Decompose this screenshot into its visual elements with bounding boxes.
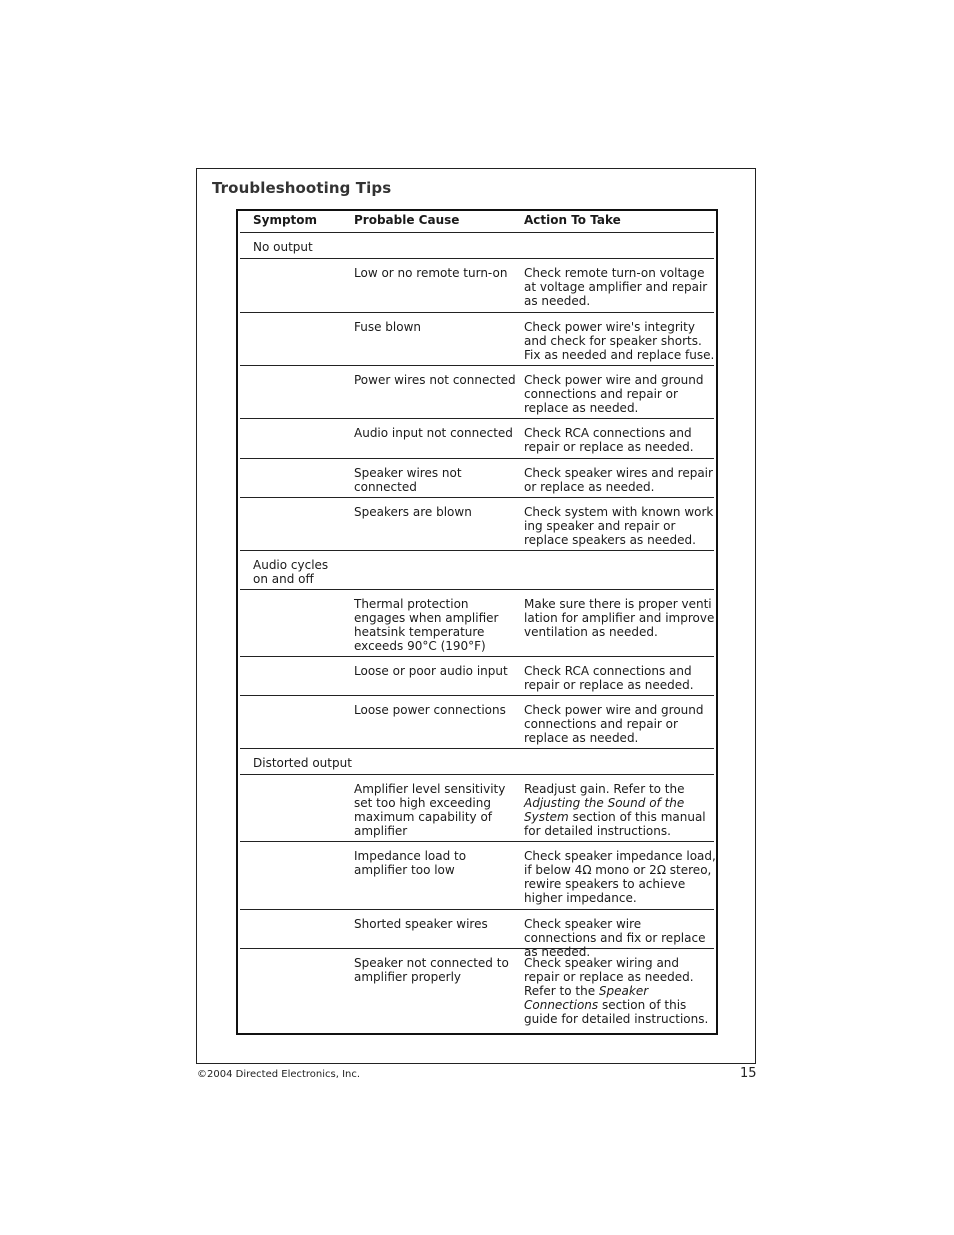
table-row [240, 657, 714, 696]
troubleshooting-table [236, 209, 718, 1035]
action-cell: Check RCA connections and repair or replace as needed. [524, 426, 694, 454]
page-number: 15 [740, 1066, 757, 1081]
cause-cell: Speakers are blown [354, 505, 472, 519]
cause-cell: Thermal protection engages when amplifier heatsink temperature exceeds 90°C (190°F) [354, 597, 499, 653]
manual-section-reference: Speaker Connections [524, 984, 649, 1012]
action-cell: Check remote turn-on voltage at voltage amplifier and repair as needed. [524, 266, 708, 308]
cause-cell: Audio input not connected [354, 426, 513, 440]
action-cell: Check RCA connections and repair or replace as needed. [524, 664, 694, 692]
cause-cell: Fuse blown [354, 320, 422, 334]
action-cell: Check system with known work ing speaker and repair or replace speakers as needed. [524, 505, 714, 547]
table-row [240, 366, 714, 419]
header-action: Action To Take [524, 213, 621, 227]
table-row [240, 842, 714, 910]
table-row [240, 910, 714, 959]
header-symptom: Symptom [253, 213, 318, 227]
cause-cell: Speaker wires not connected [354, 466, 462, 494]
symptom-cell: Audio cycles on and off [253, 558, 329, 586]
manual-section-reference: Adjusting the Sound of the System [524, 796, 685, 824]
action-text: Readjust gain. Refer to the [524, 782, 685, 796]
table-row [240, 749, 714, 775]
action-text: Check speaker wiring and repair or replace as needed. Refer to the [524, 956, 694, 998]
table-row [240, 590, 714, 657]
symptom-cell: No output [253, 240, 313, 254]
action-cell [524, 956, 716, 1026]
copyright-footer: ©2004 Directed Electronics, Inc. [197, 1069, 361, 1080]
table-header-row [240, 211, 714, 233]
action-text: section of this guide for detailed instructions. [524, 998, 709, 1026]
cause-cell: Loose or poor audio input [354, 664, 508, 678]
cause-cell: Shorted speaker wires [354, 917, 488, 931]
table-row [240, 233, 714, 259]
action-cell: Check power wire and ground connections and repair or replace as needed. [524, 703, 704, 745]
cause-cell: Loose power connections [354, 703, 506, 717]
symptom-cell: Distorted output [253, 756, 352, 770]
cause-cell: Power wires not connected [354, 373, 516, 387]
table-row [240, 775, 714, 842]
action-cell: Check speaker impedance load, if below 4Ω mono or 2Ω stereo, rewire speakers to achieve higher impedance. [524, 849, 716, 905]
table-row [240, 696, 714, 749]
table-row [240, 259, 714, 313]
action-cell: Make sure there is proper venti lation for amplifier and improve ventilation as needed. [524, 597, 715, 639]
table-row [240, 419, 714, 459]
table-row [240, 459, 714, 498]
action-text: section of this manual for detailed instructions. [524, 810, 706, 838]
section-title: Troubleshooting Tips [212, 179, 392, 197]
action-cell: Check speaker wires and repair or replace as needed. [524, 466, 713, 494]
table-row [240, 313, 714, 366]
header-cause: Probable Cause [354, 213, 460, 227]
cause-cell: Low or no remote turn-on [354, 266, 508, 280]
cause-cell: Speaker not connected to amplifier properly [354, 956, 509, 984]
table-row [240, 949, 714, 1031]
action-cell: Check speaker wire connections and fix or replace as needed. [524, 917, 706, 959]
action-cell: Check power wire's integrity and check for speaker shorts. Fix as needed and replace fuse. [524, 320, 715, 362]
table-row [240, 551, 714, 590]
cause-cell: Impedance load to amplifier too low [354, 849, 467, 877]
cause-cell: Amplifier level sensitivity set too high exceeding maximum capability of amplifier [354, 782, 506, 838]
action-cell: Check power wire and ground connections and repair or replace as needed. [524, 373, 704, 415]
table-row [240, 498, 714, 551]
action-cell [524, 782, 716, 838]
